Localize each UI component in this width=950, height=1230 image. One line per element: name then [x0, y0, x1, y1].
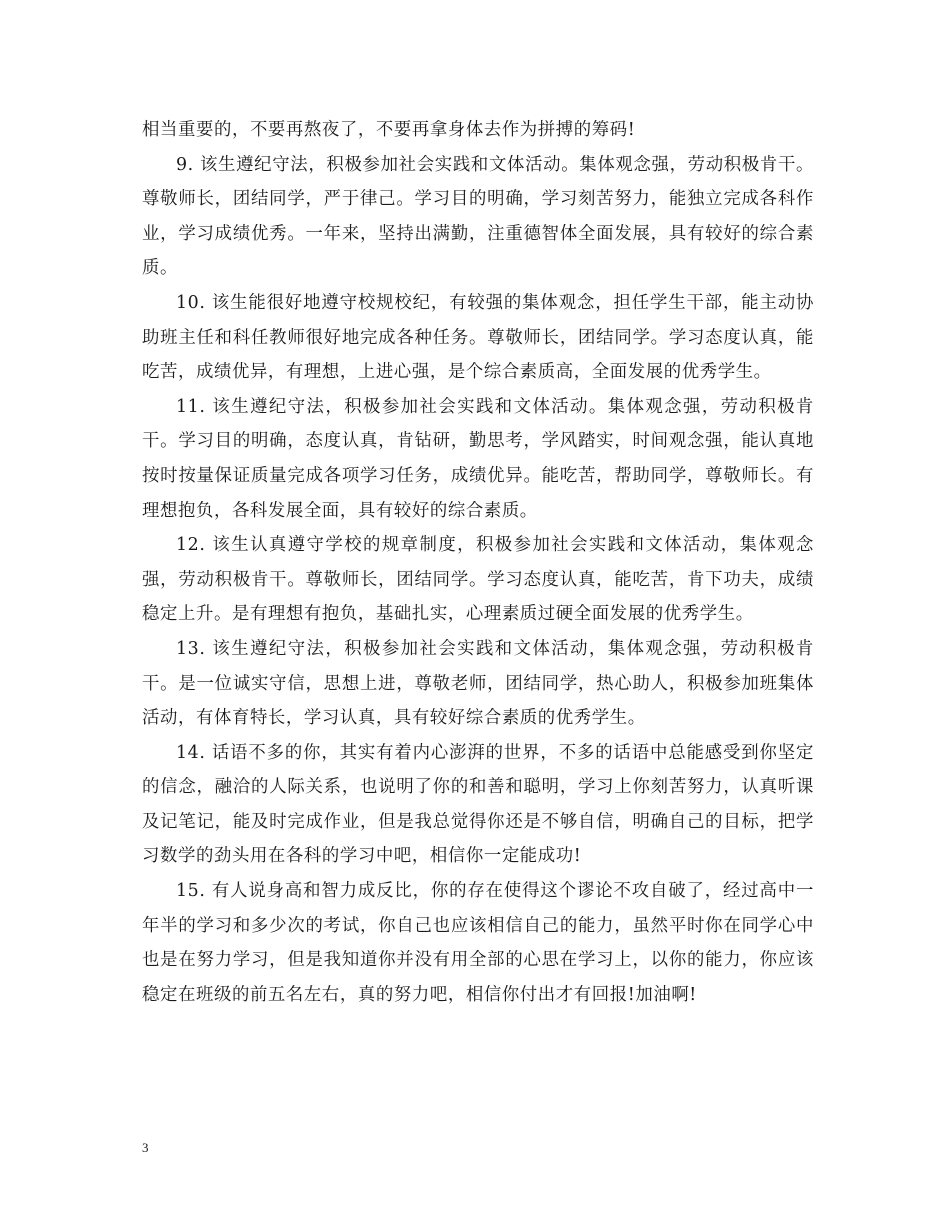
paragraph-item-10: 10. 该生能很好地遵守校规校纪，有较强的集体观念，担任学生干部，能主动协助班主任和科任教师很好地完成各种任务。尊敬师长，团结同学。学习态度认真，能吃苦，成绩优异，有理想，上进心强，是个综合素质高，全面发展的优秀学生。	[142, 292, 814, 383]
paragraph-item-15: 15. 有人说身高和智力成反比，你的存在使得这个谬论不攻自破了，经过高中一年半的学习和多少次的考试，你自己也应该相信自己的能力，虽然平时你在同学心中也是在努力学习，但是我知道你并没有用全部的心思在学习上，以你的能力，你应该稳定在班级的前五名左右，真的努力吧，相信你付出才有回报!加油啊!	[142, 881, 814, 1005]
paragraph-item-9: 9. 该生遵纪守法，积极参加社会实践和文体活动。集体观念强，劳动积极肯干。尊敬师长，团结同学，严于律己。学习目的明确，学习刻苦努力，能独立完成各科作业，学习成绩优秀。一年来，坚持出满勤，注重德智体全面发展，具有较好的综合素质。	[142, 154, 814, 279]
paragraph-item-14: 14. 话语不多的你，其实有着内心澎湃的世界，不多的话语中总能感受到你坚定的信念，融洽的人际关系，也说明了你的和善和聪明，学习上你刻苦努力，认真听课及记笔记，能及时完成作业，但是我总觉得你还是不够自信，明确自己的目标，把学习数学的劲头用在各科的学习中吧，相信你一定能成功!	[142, 742, 814, 867]
document-body	[142, 113, 814, 1012]
paragraph-continuation: 相当重要的，不要再熬夜了，不要再拿身体去作为拼搏的筹码!	[142, 120, 636, 140]
page-number: 3	[142, 1140, 149, 1155]
paragraph-item-13: 13. 该生遵纪守法，积极参加社会实践和文体活动，集体观念强，劳动积极肯干。是一位诚实守信，思想上进，尊敬老师，团结同学，热心助人，积极参加班集体活动，有体育特长，学习认真，具有较好综合素质的优秀学生。	[142, 638, 814, 729]
paragraph-item-11: 11. 该生遵纪守法，积极参加社会实践和文体活动。集体观念强，劳动积极肯干。学习目的明确，态度认真，肯钻研，勤思考，学风踏实，时间观念强，能认真地按时按量保证质量完成各项学习任务，成绩优异。能吃苦，帮助同学，尊敬师长。有理想抱负，各科发展全面，具有较好的综合素质。	[142, 396, 814, 521]
paragraph-item-12: 12. 该生认真遵守学校的规章制度，积极参加社会实践和文体活动，集体观念强，劳动积极肯干。尊敬师长，团结同学。学习态度认真，能吃苦，肯下功夫，成绩稳定上升。是有理想有抱负，基础扎实，心理素质过硬全面发展的优秀学生。	[142, 535, 814, 625]
